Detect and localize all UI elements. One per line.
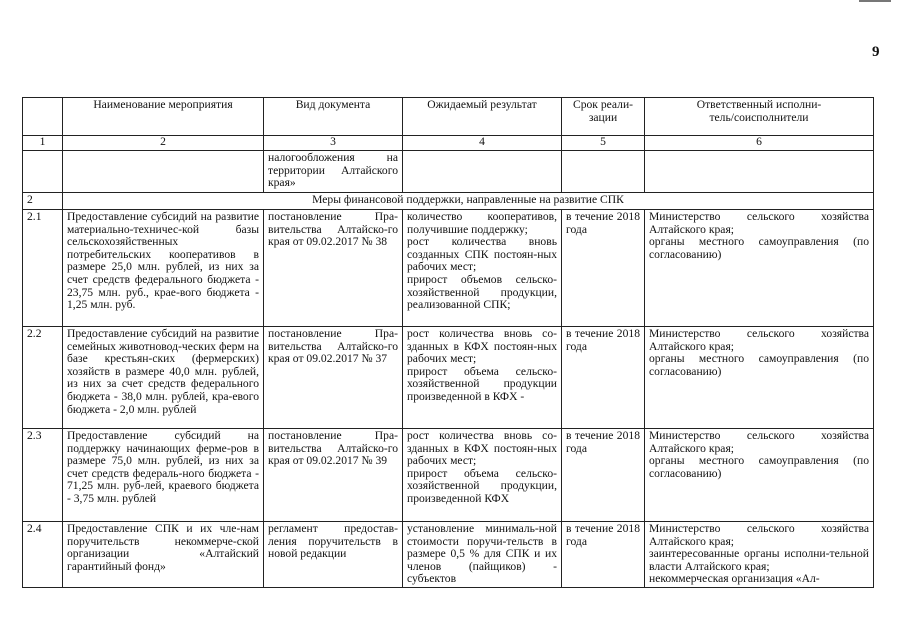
header-cell-term: Срок реали- зации xyxy=(562,98,645,136)
cell-term: в течение 2018 года xyxy=(562,429,645,522)
cell-term xyxy=(562,151,645,193)
section-title: Меры финансовой поддержки, направленные на развитие СПК xyxy=(63,193,874,210)
table-row xyxy=(23,429,874,522)
cell-term: в течение 2018 года xyxy=(562,522,645,588)
cell-responsible: Министерство сельского хозяйства Алтайского края; заинтересованные органы исполни-тельной власти Алтайского края; некоммерческая организация «Ал- xyxy=(645,522,874,588)
cell-doc: налогообложения на территории Алтайского края» xyxy=(264,151,403,193)
cell-doc: постановление Пра-вительства Алтайско-го края от 09.02.2017 № 39 xyxy=(264,429,403,522)
table-row-continuation xyxy=(23,151,874,193)
cell-responsible: Министерство сельского хозяйства Алтайского края; органы местного самоуправления (по согласованию) xyxy=(645,429,874,522)
section-row xyxy=(23,193,874,210)
column-number: 3 xyxy=(264,136,403,151)
cell-num: 2.1 xyxy=(23,210,63,327)
header-cell-name: Наименование мероприятия xyxy=(63,98,264,136)
column-number: 5 xyxy=(562,136,645,151)
column-number-row xyxy=(23,136,874,151)
header-cell-responsible: Ответственный исполни- тель/соисполнители xyxy=(645,98,874,136)
column-number: 6 xyxy=(645,136,874,151)
cell-name: Предоставление субсидий на развитие материально-техничес-кой базы сельскохозяйственных потребительских кооперативов в размере 25,0 млн. рублей, из них за счет средств федерального бюджета - 23,75 млн. руб., крае-вого бюджета - 1,25 млн. руб. xyxy=(63,210,264,327)
table-header-row xyxy=(23,98,874,136)
column-number: 1 xyxy=(23,136,63,151)
page-number: 9 xyxy=(872,44,880,60)
column-number: 4 xyxy=(403,136,562,151)
cell-num: 2.4 xyxy=(23,522,63,588)
cell-responsible: Министерство сельского хозяйства Алтайского края; органы местного самоуправления (по согласованию) xyxy=(645,210,874,327)
cell-result: рост количества вновь со-зданных в КФХ постоян-ных рабочих мест; прирост объема сельско-хозяйственной продукции, произведенной КФХ xyxy=(403,429,562,522)
cell-name: Предоставление субсидий на поддержку начинающих ферме-ров в размере 75,0 млн. рублей, из них за счет средств федераль-ного бюджета - 71,25 млн. руб-лей, краевого бюджета - 3,75 млн. рублей xyxy=(63,429,264,522)
cell-term: в течение 2018 года xyxy=(562,327,645,429)
measures-table xyxy=(22,97,874,588)
cell-result: количество кооперативов, получившие поддержку; рост количества вновь созданных СПК постоян-ных рабочих мест; прирост объемов сельско-хозяйственной продукции, реализованной СПК; xyxy=(403,210,562,327)
cell-name xyxy=(63,151,264,193)
cell-result xyxy=(403,151,562,193)
scan-edge-mark xyxy=(859,0,891,2)
table-row xyxy=(23,522,874,588)
table-row xyxy=(23,327,874,429)
cell-responsible: Министерство сельского хозяйства Алтайского края; органы местного самоуправления (по согласованию) xyxy=(645,327,874,429)
cell-num: 2.2 xyxy=(23,327,63,429)
cell-doc: регламент предостав-ления поручительств в новой редакции xyxy=(264,522,403,588)
header-cell-doc: Вид документа xyxy=(264,98,403,136)
cell-name: Предоставление СПК и их чле-нам поручительств некоммерче-ской организации «Алтайский гарантийный фонд» xyxy=(63,522,264,588)
cell-term: в течение 2018 года xyxy=(562,210,645,327)
section-number: 2 xyxy=(23,193,63,210)
cell-result: установление минималь-ной стоимости поручи-тельств в размере 0,5 % для СПК и их членов (пайщиков) - субъектов xyxy=(403,522,562,588)
column-number: 2 xyxy=(63,136,264,151)
cell-doc: постановление Пра-вительства Алтайско-го края от 09.02.2017 № 37 xyxy=(264,327,403,429)
cell-num: 2.3 xyxy=(23,429,63,522)
header-cell-num xyxy=(23,98,63,136)
header-cell-result: Ожидаемый результат xyxy=(403,98,562,136)
cell-num xyxy=(23,151,63,193)
cell-name: Предоставление субсидий на развитие семейных животновод-ческих ферм на базе крестьян-ских (фермерских) хозяйств в размере 40,0 млн. рублей, из них за счет средств федерального бюджета - 38,0 млн. рублей, кра-евого бюджета - 2,0 млн. рублей xyxy=(63,327,264,429)
cell-responsible xyxy=(645,151,874,193)
table-row xyxy=(23,210,874,327)
cell-result: рост количества вновь со-зданных в КФХ постоян-ных рабочих мест; прирост объема сельско-хозяйственной продукции произведенной в КФХ - xyxy=(403,327,562,429)
cell-doc: постановление Пра-вительства Алтайско-го края от 09.02.2017 № 38 xyxy=(264,210,403,327)
